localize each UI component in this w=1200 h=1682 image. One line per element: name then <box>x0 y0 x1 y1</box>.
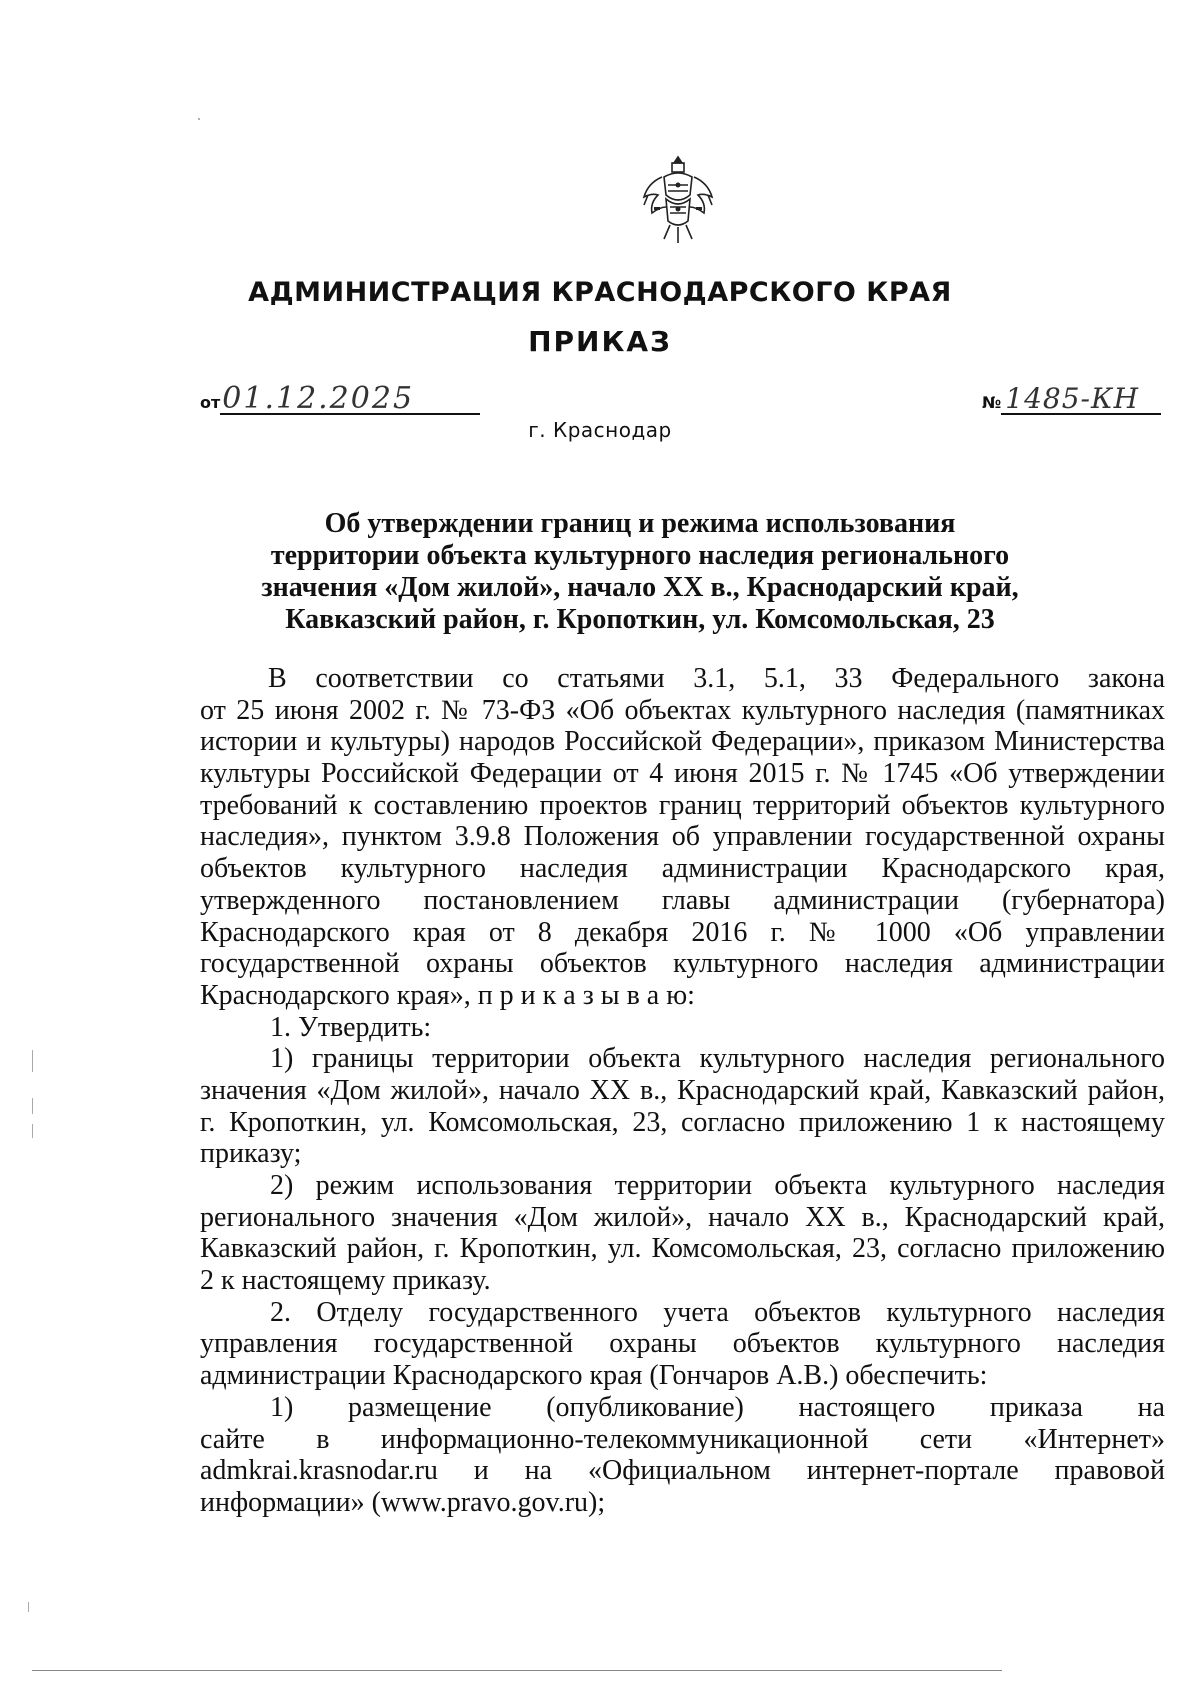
body-line: объектов культурного наследия администрации Краснодарского края, <box>200 853 1165 885</box>
date-prefix: от <box>200 393 221 412</box>
city-line: г. Краснодар <box>528 418 672 442</box>
body-line: admkrai.krasnodar.ru и на «Официальном интернет-портале правовой <box>200 1455 1165 1487</box>
body-line: регионального значения «Дом жилой», начало XX в., Краснодарский край, <box>200 1201 1165 1233</box>
handwritten-date: 01.12.2025 <box>220 385 480 415</box>
body-line: требований к составлению проектов границ территорий объектов культурного <box>200 789 1165 821</box>
body-line: культуры Российской Федерации от 4 июня 2015 г. № 1745 «Об утверждении <box>200 758 1165 790</box>
order-body <box>200 663 1165 1519</box>
body-line: Краснодарского края», п р и к а з ы в а ю: <box>200 979 695 1011</box>
number-prefix: № <box>982 393 1002 412</box>
body-line: г. Кропоткин, ул. Комсомольская, 23, согласно приложению 1 к настоящему <box>200 1106 1165 1138</box>
body-line: 1) границы территории объекта культурного наследия регионального <box>270 1043 1165 1075</box>
body-line: истории и культуры) народов Российской Федерации», приказом Министерства <box>200 726 1165 758</box>
title-line: значения «Дом жилой», начало XX в., Краснодарский край, <box>261 572 1019 603</box>
body-line: управления государственной охраны объектов культурного наследия <box>200 1328 1165 1360</box>
body-line: 1. Утвердить: <box>270 1011 432 1043</box>
body-line: утвержденного постановлением главы администрации (губернатора) <box>200 884 1165 916</box>
body-line: Краснодарского края от 8 декабря 2016 г. № 1000 «Об управлении <box>200 916 1165 948</box>
handwritten-number: 1485-КН <box>1001 385 1161 415</box>
body-line: 2 к настоящему приказу. <box>200 1265 491 1297</box>
number-field <box>982 382 1161 415</box>
scan-bottom-edge <box>32 1670 1002 1671</box>
body-line: администрации Краснодарского края (Гончаров А.В.) обеспечить: <box>200 1360 988 1392</box>
body-line: 2) режим использования территории объекта культурного наследия <box>270 1170 1165 1201</box>
body-line: государственной охраны объектов культурного наследия администрации <box>200 948 1165 980</box>
scan-margin-mark <box>28 1602 29 1612</box>
date-field <box>200 381 480 416</box>
body-line: информации» (www.pravo.gov.ru); <box>200 1486 606 1518</box>
scan-dot <box>198 118 200 120</box>
body-line: наследия», пунктом 3.9.8 Положения об управлении государственной охраны <box>200 821 1165 853</box>
organization-name: АДМИНИСТРАЦИЯ КРАСНОДАРСКОГО КРАЯ <box>248 277 952 308</box>
body-line: Кавказский район, г. Кропоткин, ул. Комсомольская, 23, согласно приложению <box>200 1233 1165 1265</box>
title-line: территории объекта культурного наследия регионального <box>270 540 1010 571</box>
body-line: В соответствии со статьями 3.1, 5.1, 33 Федерального закона <box>268 663 1165 694</box>
title-line: Об утверждении границ и режима использования <box>324 508 956 539</box>
body-line: от 25 июня 2002 г. № 73-ФЗ «Об объектах культурного наследия (памятниках <box>200 694 1165 726</box>
document-type: ПРИКАЗ <box>528 325 672 358</box>
body-line: значения «Дом жилой», начало XX в., Краснодарский край, Кавказский район, <box>200 1074 1165 1106</box>
scan-margin-mark <box>32 1098 33 1114</box>
body-line: сайте в информационно-телекоммуникационной сети «Интернет» <box>200 1423 1165 1455</box>
body-line: 1) размещение (опубликование) настоящего приказа на <box>270 1391 1165 1423</box>
scan-margin-mark <box>32 1050 33 1072</box>
body-line: приказу; <box>200 1138 302 1170</box>
scan-margin-mark <box>32 1124 33 1138</box>
title-line: Кавказский район, г. Кропоткин, ул. Комсомольская, 23 <box>285 604 995 635</box>
coat-of-arms-emblem <box>640 155 716 245</box>
body-line: 2. Отделу государственного учета объектов культурного наследия <box>270 1296 1165 1328</box>
order-title <box>250 508 1030 636</box>
